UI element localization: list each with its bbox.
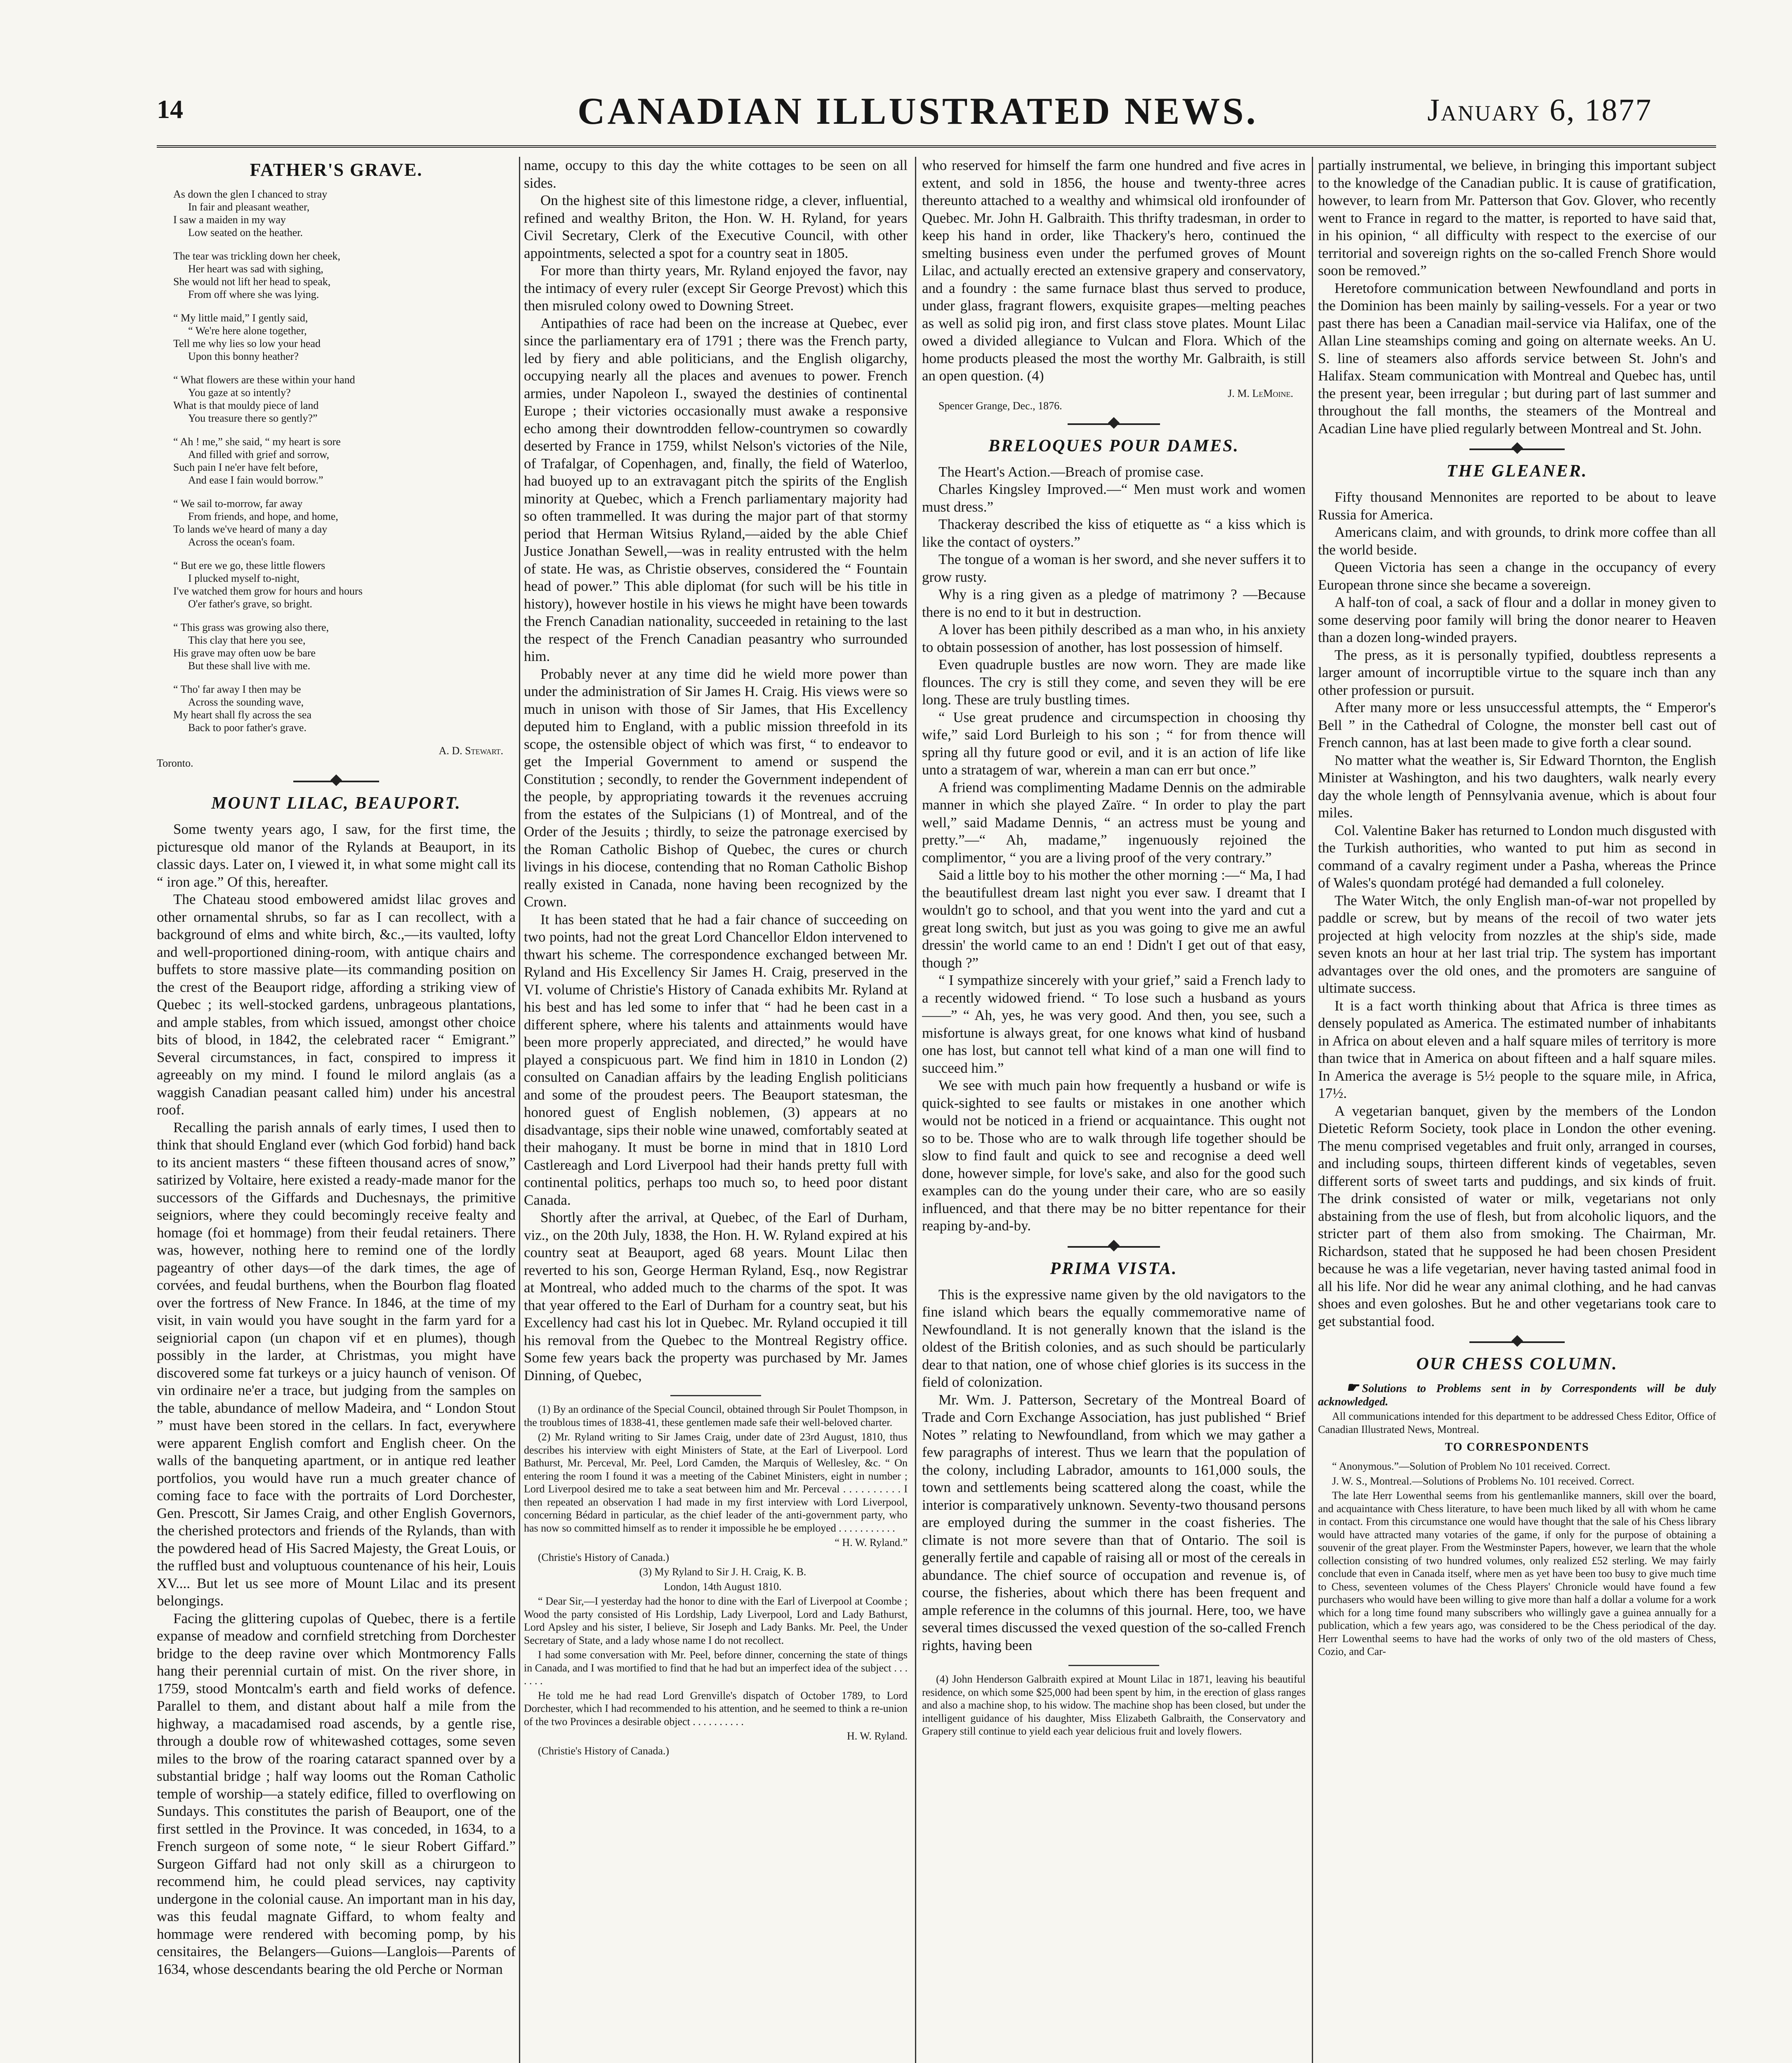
paragraph: Queen Victoria has seen a change in the occupancy of every European throne since she became a sovereign.: [1318, 559, 1716, 593]
poem-line: Across the ocean's foam.: [188, 536, 295, 548]
poem-line: Low seated on the heather.: [188, 227, 303, 238]
chess-notice-text: Solutions to Problems sent in by Correspondents will be duly acknowledged.: [1318, 1382, 1716, 1408]
paragraph: A friend was complimenting Madame Dennis on the admirable manner in which she played Zaïre. “ In order to play the part well,” said Madame Dennis, “ an actress must be young and pretty.”—“ Ah, madame,” ingenuously rejoined the complimentor, “ you are a living proof of the very contrary.”: [922, 779, 1306, 866]
poem-stanza: [173, 188, 516, 239]
paragraph: Mr. Wm. J. Patterson, Secretary of the Montreal Board of Trade and Corn Exchange Association, has just published “ Brief Notes ” relating to Newfoundland, from which we may gather a few paragraphs of interest. Thus we learn that the population of the colony, including Labrador, amounts to 161,000 souls, the town and settlements being scattered along the coast, while the interior is comparatively unknown. Seventy-two thousand persons are employed during the summer in the coast fisheries. The climate is not more severe than that of Ontario. The soil is generally fertile and capable of raising all or most of the cereals in abundance. The chief source of occupation and revenue is, of course, the fisheries, about which there has been frequent and ample reference in the columns of this journal. Here, too, we have several times discussed the vexed question of the so-called French rights, having been: [922, 1391, 1306, 1653]
poem-line: “ But ere we go, these little flowers: [173, 559, 325, 571]
section-divider: [1318, 1336, 1716, 1348]
column-4: [1318, 157, 1716, 2063]
footnote: I had some conversation with Mr. Peel, before dinner, concerning the state of things in Canada, and I was mortified to find that he had but an imperfect idea of the subject . . . . . . .: [524, 1649, 908, 1687]
header-rule: [157, 145, 1716, 148]
poem-line: But these shall live with me.: [188, 660, 311, 672]
poem-stanza: [173, 435, 516, 486]
poem-stanza: [173, 250, 516, 301]
column-rule: [519, 157, 520, 2063]
footnote-date: London, 14th August 1810.: [664, 1580, 782, 1593]
article-body: [157, 821, 516, 1978]
poem-line: Tell me why lies so low your head: [173, 338, 321, 349]
poem-line: Her heart was sad with sighing,: [188, 263, 323, 275]
poem-line: To lands we've heard of many a day: [173, 523, 328, 535]
poem-line: And ease I fain would borrow.”: [188, 474, 323, 486]
paragraph: Why is a ring given as a pledge of matrimony ? —Because there is no end to it but in destruction.: [922, 586, 1306, 620]
section-divider: [1318, 443, 1716, 456]
paragraph: This is the expressive name given by the old navigators to the fine island which bears the equally commemorative name of Newfoundland. It is not generally known that the island is the oldest of the British colonies, and as such should be particularly dear to that nation, one of whose chief glories is its success in the field of colonization.: [922, 1286, 1306, 1390]
article-place: Spencer Grange, Dec., 1876.: [938, 399, 1062, 412]
footnote-signature: H. W. Ryland.: [846, 1730, 908, 1742]
pointing-hand-icon: ☛: [1346, 1380, 1359, 1395]
paragraph: partially instrumental, we believe, in bringing this important subject to the knowledge of the Canadian public. It is cause of gratification, however, to learn from Mr. Patterson that Gov. Glover, who recently went to France in regard to the matter, is reported to have said that, in his opinion, “ all difficulty with respect to the exercise of our territorial and sovereign rights on the so-called French Shore would soon be removed.”: [1318, 157, 1716, 279]
chess-paragraph: J. W. S., Montreal.—Solutions of Problems No. 101 received. Correct.: [1332, 1475, 1634, 1487]
poem-line: I plucked myself to-night,: [188, 572, 300, 584]
section-divider: [922, 1241, 1306, 1253]
poem-stanza: [173, 559, 516, 610]
poem-line: “ Tho' far away I then may be: [173, 683, 301, 695]
poem-line: Upon this bonny heather?: [188, 350, 299, 362]
poem-line: I've watched them grow for hours and hours: [173, 585, 363, 597]
poem-stanza: [173, 312, 516, 363]
paragraph: Probably never at any time did he wield more power than under the administration of Sir James H. Craig. His views were so much in unison with those of Sir James, that His Excellency deputed him to England, with a public mission threefold in its scope, the ostensible object of which was first, “ to endeavor to get the Imperial Government to amend or suspend the Constitution ; secondly, to render the Government independent of the people, by appropriating towards it the revenues accruing from the estates of the Sulpicians (1) of Montreal, and of the Order of the Jesuits ; thirdly, to seize the patronage exercised by the Roman Catholic Bishop of Quebec, the cures or church livings in his diocese, contending that no Roman Catholic Bishop really existed in Canada, none having been recognized by the Crown.: [524, 666, 908, 910]
footnote-rule: [670, 1395, 761, 1396]
paragraph: It has been stated that he had a fair chance of succeeding on two points, had not the great Lord Chancellor Eldon intervened to thwart his scheme. The correspondence exchanged between Mr. Ryland and His Excellency Sir James H. Craig, preserved in the VI. volume of Christie's History of Canada exhibits Mr. Ryland at his best and has led some to infer that “ had he been cast in a different sphere, where his talents and attainments would have been more properly appreciated, and directed,” he would have played a conspicuous part. We find him in 1810 in London (2) consulted on Canadian affairs by the leading English politicians and some of the proudest peers. The Beauport statesman, the honored guest of English noblemen, (3) appears at no disadvantage, sips their noble wine unawed, comfortably seated at their mahogany. It must be borne in mind that in 1810 Lord Castlereagh and Lord Liverpool had their hands pretty full with continental politics, perhaps too much so, to heed poor distant Canada.: [524, 911, 908, 1208]
poem-signature: A. D. Stewart.: [439, 745, 503, 757]
correspondents-heading: TO CORRESPONDENTS: [1445, 1441, 1589, 1454]
paragraph: Col. Valentine Baker has returned to London much disgusted with the Turkish authorities, who wanted to put him as second in command of a cavalry regiment under a Pasha, whereas the Prince of Wales's quondam protégé had demanded a full coloneley.: [1318, 822, 1716, 891]
footnote: He told me he had read Lord Grenville's dispatch of October 1789, to Lord Dorchester, which I had recommended to his attention, and he seemed to think a re-union of the two Provinces a desirable object . . . . . . . . . .: [524, 1689, 908, 1728]
poem-line: You gaze at so intently?: [188, 387, 291, 399]
poem-line: “ This grass was growing also there,: [173, 621, 329, 633]
poem-line: What is that mouldy piece of land: [173, 399, 319, 411]
paragraph: Recalling the parish annals of early times, I used then to think that should England ever (which God forbid) hand back to its ancient masters “ these fifteen thousand acres of snow,” satirized by Voltaire, here existed a ready-made manor for the successors of the Giffards and Duchesnays, the primitive seigniors, where they could becomingly receive fealty and homage (foi et hommage) from their feudal retainers. There was, however, nothing here to remind one of the lordly pageantry of other days—of the dark times, the age of corvées, and feudal burthens, when the Bourbon flag floated over the fortress of New France. In 1846, at the time of my visit, in vain would you have sought in the farm yard for a seigniorial capon (un chapon vif et en plumes), though possibly in the larder, at Christmas, you might have discovered some fat turkeys or a juicy haunch of venison. Of vin ordinaire ne'er a trace, but judging from the samples on the table, abundance of mellow Madeira, and “ London Stout ” must have been stored in the cellars. In fact, everywhere were apparent English comfort and English cheer. On the walls of the banqueting apartment, or in antique red leather portfolios, you would have run a much greater chance of coming face to face with the portraits of Lord Dorchester, Gen. Prescott, Sir James Craig, and other English Governors, the cherished protectors and friends of the Rylands, than with the powdered head of His Sacred Majesty, the Great Louis, or the ruffled bust and voluptuous countenance of his heir, Louis XV.... But let us see more of Mount Lilac and its present belongings.: [157, 1119, 516, 1609]
poem-line: “ We sail to-morrow, far away: [173, 498, 303, 510]
paragraph: The press, as it is personally typified, doubtless represents a larger amount of incorruptible virtue to the square inch than any other profession or pursuit.: [1318, 647, 1716, 698]
footnote: (4) John Henderson Galbraith expired at Mount Lilac in 1871, leaving his beautiful residence, on which some $25,000 had been spent by him, in the erection of glass ranges and also a machine shop, to his widow. The machine shop has been closed, but under the intelligent guidance of his daughter, Miss Elizabeth Galbraith, the Conservatory and Grapery still continue to yield each year delicious fruit and lovely flowers.: [922, 1673, 1306, 1737]
footnote-source: (Christie's History of Canada.): [538, 1744, 670, 1757]
paragraph: Said a little boy to his mother the other morning :—“ Ma, I had the beautifullest dream last night you ever saw. I dreamt that I wouldn't go to school, and that you went into the yard and cut a great long switch, but just as you was going to give me an awful dressin' the world came to an end ! Didn't I get out of that easy, though ?”: [922, 867, 1306, 971]
paragraph: Shortly after the arrival, at Quebec, of the Earl of Durham, viz., on the 20th July, 1838, the Hon. H. W. Ryland expired at his country seat at Beauport, aged 68 years. Mount Lilac then reverted to his son, George Herman Ryland, Esq., now Registrar at Montreal, who added much to the charms of the spot. It was that year offered to the Earl of Durham for a country seat, but his Excellency had cast his lot in Quebec. Mr. Ryland occupied it till his removal from the Quebec to the Montreal Registry office. Some few years back the property was purchased by Mr. James Dinning, of Quebec,: [524, 1209, 908, 1383]
poem-line: “ My little maid,” I gently said,: [173, 312, 308, 324]
column-2: [524, 157, 908, 2063]
masthead-title: CANADIAN ILLUSTRATED NEWS.: [578, 90, 1258, 132]
poem-line: The tear was trickling down her cheek,: [173, 250, 341, 262]
section-divider: [157, 775, 516, 788]
poem-line: You treasure there so gently?”: [188, 412, 318, 424]
footnote-heading: (3) My Ryland to Sir J. H. Craig, K. B.: [639, 1566, 806, 1578]
paragraph: “ I sympathize sincerely with your grief,” said a French lady to a recently widowed friend. “ To lose such a husband as yours——” “ Ah, yes, he was very good. And then, you see, such a misfortune is always great, for one knows what kind of husband one has lost, but cannot tell what kind of a man one will find to succeed him.”: [922, 972, 1306, 1076]
article-signature: J. M. LeMoine.: [1228, 387, 1293, 399]
paragraph: It is a fact worth thinking about that Africa is three times as densely populated as America. The estimated number of inhabitants in Africa on about eleven and a half square miles of territory is more than twice that in America on about fifteen and a half square miles. In America the average is 5½ people to the square mile, in Africa, 17½.: [1318, 997, 1716, 1101]
footnote-rule: [1068, 1665, 1159, 1666]
poem-body: [157, 188, 516, 734]
poem-line: From off where she was lying.: [188, 288, 319, 300]
column-3: [922, 157, 1306, 2063]
poem-line: This clay that here you see,: [188, 634, 306, 646]
paragraph: Even quadruple bustles are now worn. They are made like flounces. The cry is still they come, and seven they will be ere long. These are truly bustling times.: [922, 656, 1306, 708]
chess-intro: All communications intended for this department to be addressed Chess Editor, Office of Canadian Illustrated News, Montreal.: [1318, 1410, 1716, 1435]
chess-paragraph: “ Anonymous.”—Solution of Problem No 101 received. Correct.: [1332, 1460, 1610, 1472]
page-number: 14: [157, 94, 183, 124]
section-title: THE GLEANER.: [1446, 462, 1588, 481]
poem-stanza: [173, 373, 516, 425]
issue-date: January 6, 1877: [1427, 93, 1653, 127]
footnote: “ Dear Sir,—I yesterday had the honor to dine with the Earl of Liverpool at Coombe ; Wood the party consisted of His Lordship, Lady Liverpool, Lord and Lady Bathurst, Lord Apsley and his sister, I believe, Sir Joseph and Lady Banks. Mr. Peel, the Under Secretary of State, and a lady whose name I do not recollect.: [524, 1595, 908, 1646]
paragraph: Heretofore communication between Newfoundland and ports in the Dominion has been mainly by sailing-vessels. For a year or two past there has been a Canadian mail-service via Halifax, one of the Allan Line steamships coming and going on alternate weeks. An U. S. line of steamers also affords service between St. John's and Halifax. Steam communication with Montreal and Quebec has, until the present year, been irregular ; but during part of last summer and throughout the fall months, the steamers of the Montreal and Acadian Line have plied regularly between Montreal and St. John.: [1318, 280, 1716, 437]
poem-stanza: [173, 683, 516, 734]
poem-stanza: [173, 497, 516, 548]
poem-place: Toronto.: [157, 757, 193, 769]
article-title: MOUNT LILAC, BEAUPORT.: [211, 794, 461, 813]
poem-line: In fair and pleasant weather,: [188, 201, 310, 213]
poem-stanza: [173, 621, 516, 672]
chess-notice: [1318, 1381, 1716, 1408]
chess-paragraph: The late Herr Lowenthal seems from his gentlemanlike manners, skill over the board, and acquaintance with Chess literature, to have been much liked by all with whom he came in contact. From this circumstance one would have thought that the sale of his Chess library would have attracted many votaries of the game, if only for the purpose of obtaining a souvenir of the great player. From the Westminster Papers, however, we learn that the whole collection consisting of two hundred volumes, only realized £52 sterling. We may fairly conclude that even in Canada itself, where men as yet have been too busy to give much time to Chess, seventeen volumes of the Chess Players' Chronicle would have found a few purchasers who would have been willing to give more than half a dollar a volume for a work which for a long time found many subscribers who willingly gave a guinea annually for a publication, which a few years ago, was considered to be the Chess periodical of the day. Herr Lowenthal seems to have had the works of only two of the old masters of Chess, Cozio, and Car-: [1318, 1489, 1716, 1657]
paragraph: Charles Kingsley Improved.—“ Men must work and women must dress.”: [922, 481, 1306, 515]
section-divider: [922, 418, 1306, 430]
paragraph: “ Use great prudence and circumspection in choosing thy wife,” said Lord Burleigh to his son ; “ for from thence will spring all thy future good or evil, and it is an action of life like unto a stratagem of war, wherein a man can err but once.”: [922, 709, 1306, 778]
footnote: (2) Mr. Ryland writing to Sir James Craig, under date of 23rd August, 1810, thus describes his interview with eight Ministers of State, at the Earl of Liverpool. Lord Bathurst, Mr. Perceval, Mr. Peel, Lord Camden, the Marquis of Wellesley, &c. “ On entering the room I found it was a meeting of the Cabinet Ministers, eight in number ; Lord Liverpool desired me to take a seat between him and Mr. Perceval . . . . . . . . . . I then repeated an observation I had made in my first interview with Lord Liverpool, concerning Bédard in particular, as the chief leader of the anti-government party, who has now so committed himself as to render it impossible he be employed . . . . . . . . . . .: [524, 1431, 908, 1534]
paragraph: Fifty thousand Mennonites are reported to be about to leave Russia for America.: [1318, 489, 1716, 523]
paragraph: Some twenty years ago, I saw, for the first time, the picturesque old manor of the Rylands at Beauport, in its classic days. Later on, I viewed it, in what some might call its “ iron age.” Of this, hereafter.: [157, 821, 516, 890]
poem-line: My heart shall fly across the sea: [173, 709, 312, 721]
paragraph: After many more or less unsuccessful attempts, the “ Emperor's Bell ” in the Cathedral of Cologne, the monster bell cast out of French cannon, has at last been made to give forth a clear sound.: [1318, 699, 1716, 751]
paragraph: On the highest site of this limestone ridge, a clever, influential, refined and wealthy Briton, the Hon. W. H. Ryland, for years Civil Secretary, Clerk of the Executive Council, with other appointments, selected a spot for a country seat in 1805.: [524, 192, 908, 261]
footnote: (1) By an ordinance of the Special Council, obtained through Sir Poulet Thompson, in the troublous times of 1838-41, these gentlemen made safe their well-beloved charter.: [524, 1403, 908, 1428]
poem-title: FATHER'S GRAVE.: [250, 160, 423, 180]
column-rule: [915, 157, 916, 2063]
paragraph: who reserved for himself the farm one hundred and five acres in extent, and sold in 1856, the house and twenty-three acres thereunto attached to a wealthy and whimsical old ironfounder of Quebec. Mr. John H. Galbraith. This thrifty tradesman, in order to keep his hand in order, like Thackery's hero, continued the smelting business even under the perfumed groves of Mount Lilac, and actually erected an extensive grapery and conservatory, and a foundry : the same furnace blast thus served to produce, under glass, fragrant flowers, exquisite grapes—melting peaches as well as solid pig iron, and first class stove plates. Mount Lilac owed a divided allegiance to Vulcan and Flora. Which of the home products pleased the most the worthy Mr. Galbraith, is still an open question. (4): [922, 157, 1306, 384]
poem-line: “ What flowers are these within your hand: [173, 374, 355, 386]
column-rule: [1312, 157, 1313, 2063]
paragraph: We see with much pain how frequently a husband or wife is quick-sighted to see faults or mistakes in one another which would not be noticed in a friend or acquaintance. This ought not so to be. Those who are to walk through life together should be slow to find fault and quick to see and recognise a deed well done, however simple, for love's sake, and also for the good such examples can do the young under their care, who are so easily influenced, and that there may be no bitter repentance for their reaping by-and-by.: [922, 1077, 1306, 1234]
poem-line: O'er father's grave, so bright.: [188, 598, 313, 610]
poem-line: She would not lift her head to speak,: [173, 276, 331, 288]
paragraph: name, occupy to this day the white cottages to be seen on all sides.: [524, 157, 908, 191]
paragraph: The tongue of a woman is her sword, and she never suffers it to grow rusty.: [922, 551, 1306, 585]
section-title: OUR CHESS COLUMN.: [1416, 1355, 1618, 1374]
poem-line: Back to poor father's grave.: [188, 722, 307, 734]
poem-line: His grave may often uow be bare: [173, 647, 316, 659]
poem-line: “ We're here alone together,: [188, 325, 307, 337]
paragraph: Facing the glittering cupolas of Quebec, there is a fertile expanse of meadow and cornfield stretching from Dorchester bridge to the deep ravine over which Montmorency Falls hang their perennial curtain of mist. On the river shore, in 1759, stood Montcalm's earth and field works of defence. Parallel to them, and distant about half a mile from the highway, a macadamised road ascends, by a gentle rise, through a double row of whitewashed cottages, some seven miles to the brow of the roaring cataract spanned over by a substantial bridge ; half way looms out the Roman Catholic temple of worship—a stately edifice, filled to overflowing on Sundays. This constitutes the parish of Beauport, one of the first settled in the Province. It was conceded, in 1634, to a French surgeon of some note, “ le sieur Robert Giffard.” Surgeon Giffard had not only skill as a chirurgeon to recommend him, he could plead services, nay captivity undergone in the colonial cause. An important man in his day, was this feudal magnate Giffard, to whom fealty and hommage were rendered with becoming pomp, by his censitaires, the Belangers—Guions—Langlois—Parents of 1634, whose descendants bearing the old Perche or Norman: [157, 1610, 516, 1977]
paragraph: A vegetarian banquet, given by the members of the London Dietetic Reform Society, took place in London the other evening. The menu comprised vegetables and fruit only, arranged in courses, and including soups, thirteen different kinds of vegetables, seven different sorts of sweet tarts and puddings, and six kinds of fruit. The drink consisted of water or milk, vegetarians not only abstaining from the use of flesh, but from alcoholic liquors, and the stricter part of them also from smoking. The Chairman, Mr. Richardson, stated that he supposed he had been chosen President because he was a life vegetarian, never having tasted animal food in all his life. Nor did he wear any animal clothing, and he had canvas shoes and even goloshes. But he and other vegetarians took care to get substantial food.: [1318, 1102, 1716, 1329]
poem-line: “ Ah ! me,” she said, “ my heart is sore: [173, 436, 341, 448]
paragraph: For more than thirty years, Mr. Ryland enjoyed the favor, nay the intimacy of every ruler (except Sir George Prevost) which this then misruled colony owed to Downing Street.: [524, 262, 908, 314]
poem-line: And filled with grief and sorrow,: [188, 448, 330, 460]
footnote-signature: “ H. W. Ryland.”: [835, 1537, 908, 1548]
paragraph: The Chateau stood embowered amidst lilac groves and other ornamental shrubs, so far as I can recollect, with a background of elms and white birch, &c.,—its vaulted, lofty and well-proportioned dining-room, with antique chairs and buffets to store massive plate—its commanding position on the crest of the Beauport ridge, affording a striking view of Quebec ; its well-stocked gardens, unbrageous plantations, and ample stables, from which issued, amongst other choice bits of blood, in 1842, the celebrated racer “ Emigrant.” Several circumstances, in fact, conspired to impress it agreeably on my mind. I found le milord anglais (as a waggish Canadian peasant called him) under his ancestral roof.: [157, 891, 516, 1118]
paragraph: The Water Witch, the only English man-of-war not propelled by paddle or screw, but by means of the recoil of two water jets projected at high velocity from nozzles at the ship's side, made seven knots an hour at her last trial trip. The system has important advantages over the old ones, and the promoters are sanguine of ultimate success.: [1318, 892, 1716, 996]
section-title: BRELOQUES POUR DAMES.: [988, 436, 1239, 456]
paragraph: Thackeray described the kiss of etiquette as “ a kiss which is like the contact of oysters.”: [922, 516, 1306, 550]
footnotes: [524, 1403, 908, 1757]
poem-line: As down the glen I chanced to stray: [173, 188, 328, 200]
gleaner-body: [1318, 489, 1716, 1330]
poem-line: I saw a maiden in my way: [173, 214, 286, 226]
section-title: PRIMA VISTA.: [1050, 1259, 1178, 1278]
poem-line: From friends, and hope, and home,: [188, 510, 338, 522]
poem-line: Such pain I ne'er have felt before,: [173, 461, 318, 473]
poem-line: Across the sounding wave,: [188, 696, 304, 708]
paragraph: A lover has been pithily described as a man who, in his anxiety to obtain possession of another, has lost possession of himself.: [922, 621, 1306, 655]
footnote-source: (Christie's History of Canada.): [538, 1551, 670, 1563]
paragraph: The Heart's Action.—Breach of promise case.: [938, 463, 1204, 480]
paragraph: Antipathies of race had been on the increase at Quebec, ever since the parliamentary era of 1791 ; there was the French party, led by fiery and able politicians, and the English oligarchy, occupying nearly all the places and avenues to power. French armies, under Napoleon I., swayed the destinies of continental Europe ; their victories occasionally must awake a responsive echo among their downtrodden fellow-countrymen so cowardly deserted by France in 1759, whilst Nelson's victories of the Nile, of Trafalgar, of Copenhagen, and, finally, the field of Waterloo, had buoyed up to an extravagant pitch the spirits of the English minority at Quebec, which a French parliamentary majority had so often trammelled. It was during the major part of that stormy period that Herman Witsius Ryland,—aided by the able Chief Justice Jonathan Sewell,—was in reality entrusted with the helm of state. He was, as Christie observes, considered the “ Fountain head of power.” This able diplomat (for such will be his title in history), however hostile in his views he might have been towards the French Canadian nationality, succeeded in retaining to the last the respect of the French Canadian peasantry who surrounded him.: [524, 315, 908, 664]
paragraph: No matter what the weather is, Sir Edward Thornton, the English Minister at Washington, and his two daughters, walk nearly every day the whole length of Pennsylvania avenue, which is about four miles.: [1318, 752, 1716, 821]
paragraph: A half-ton of coal, a sack of flour and a dollar in money given to some deserving poor family will bring the donor nearer to Heaven than a dozen long-winded prayers.: [1318, 594, 1716, 645]
breloques-body: [922, 463, 1306, 1235]
paragraph: Americans claim, and with grounds, to drink more coffee than all the world beside.: [1318, 524, 1716, 558]
column-1: [157, 157, 516, 2063]
